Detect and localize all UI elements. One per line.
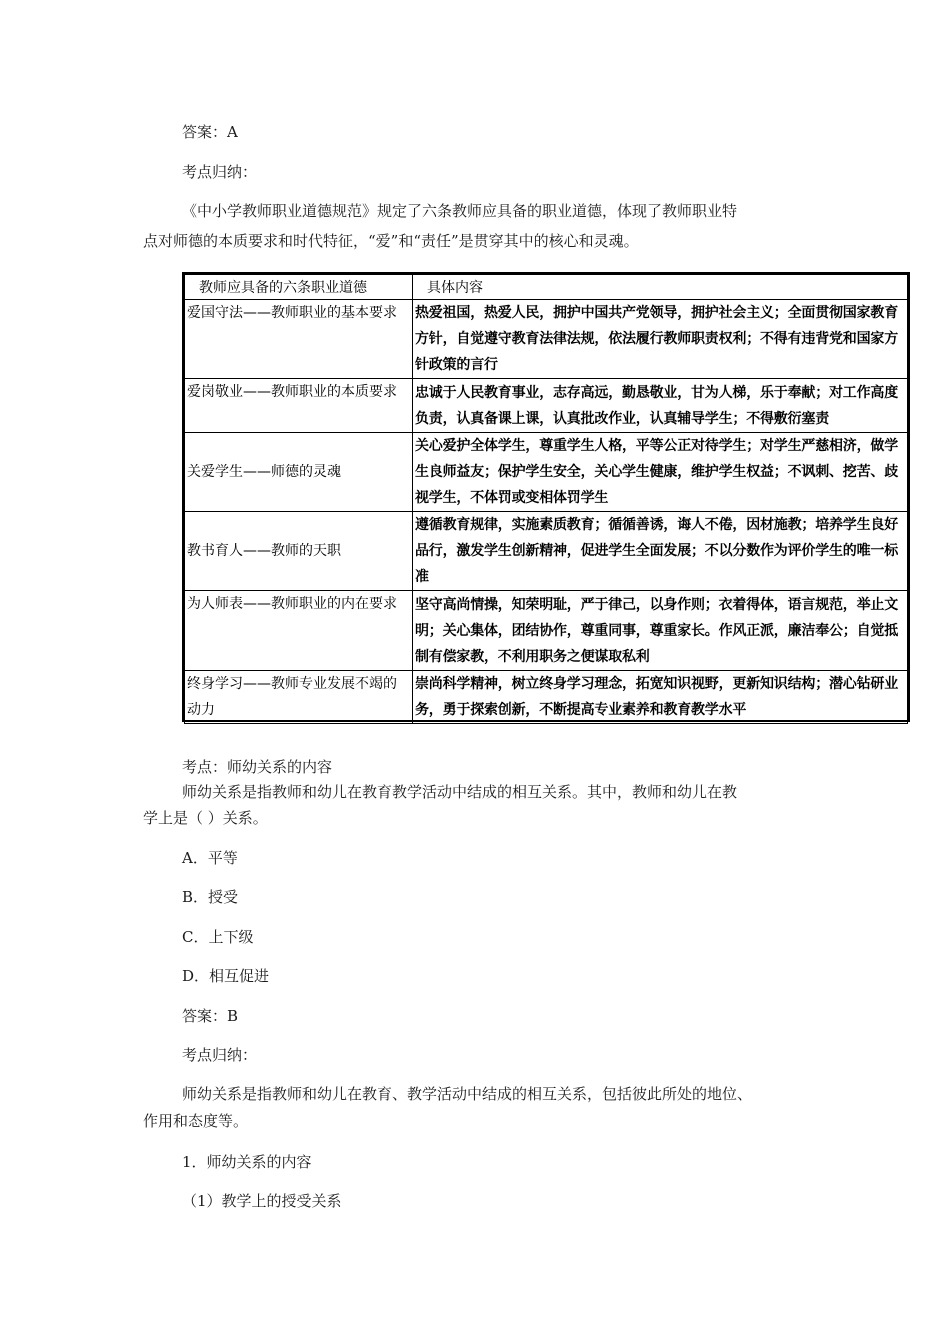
intro-paragraph-line-1: 《中小学教师职业道德规范》规定了六条教师应具备的职业道德，体现了教师职业特: [182, 202, 738, 220]
table-cell-virtue: 教书育人——教师的天职: [185, 512, 413, 591]
summary-heading-2: 考点归纳：: [182, 1046, 258, 1064]
summary-heading-1: 考点归纳：: [182, 163, 258, 181]
intro-paragraph-line-2: 点对师德的本质要求和时代特征，“爱”和“责任”是贯穿其中的核心和灵魂。: [143, 232, 639, 250]
option-a: A．平等: [182, 849, 238, 867]
table-row: [185, 671, 908, 724]
table-header-virtue: 教师应具备的六条职业道德: [185, 275, 413, 300]
list-item-1-1: （1）教学上的授受关系: [182, 1192, 342, 1210]
table-header-content: 具体内容: [413, 275, 908, 300]
table-cell-virtue: 为人师表——教师职业的内在要求: [185, 591, 413, 671]
table-row: [185, 300, 908, 379]
table-cell-content: 坚守高尚情操，知荣明耻，严于律己，以身作则；衣着得体，语言规范，举止文明；关心集体，团结协作，尊重同事，尊重家长。作风正派，廉洁奉公；自觉抵制有偿家教，不利用职务之便谋取私利: [413, 591, 908, 671]
option-b: B．授受: [182, 888, 239, 906]
answer-line-2: 答案：B: [182, 1007, 239, 1025]
table-row: [185, 591, 908, 671]
summary-paragraph-line-1: 师幼关系是指教师和幼儿在教育、教学活动中结成的相互关系，包括彼此所处的地位、: [182, 1085, 753, 1103]
table-row: [185, 379, 908, 433]
table-row: [185, 433, 908, 512]
table-header-row: [185, 275, 908, 300]
table-cell-content: 忠诚于人民教育事业，志存高远，勤恳敬业，甘为人梯，乐于奉献；对工作高度负责，认真备课上课，认真批改作业，认真辅导学生；不得敷衍塞责: [413, 379, 908, 433]
topic-heading-2: 考点：师幼关系的内容: [182, 758, 333, 776]
list-item-1: 1．师幼关系的内容: [182, 1153, 312, 1171]
table-cell-virtue: 爱岗敬业——教师职业的本质要求: [185, 379, 413, 433]
table-cell-content: 崇尚科学精神，树立终身学习理念，拓宽知识视野，更新知识结构；潜心钻研业务，勇于探索创新，不断提高专业素养和教育教学水平: [413, 671, 908, 724]
question-line-2: 学上是（ ）关系。: [143, 809, 268, 827]
table-cell-virtue: 关爱学生——师德的灵魂: [185, 433, 413, 512]
table-cell-content: 关心爱护全体学生，尊重学生人格，平等公正对待学生；对学生严慈相济，做学生良师益友；保护学生安全，关心学生健康，维护学生权益；不讽刺、挖苦、歧视学生，不体罚或变相体罚学生: [413, 433, 908, 512]
answer-line-1: 答案：A: [182, 123, 238, 141]
table-cell-content: 遵循教育规律，实施素质教育；循循善诱，诲人不倦，因材施教；培养学生良好品行，激发学生创新精神，促进学生全面发展；不以分数作为评价学生的唯一标准: [413, 512, 908, 591]
question-line-1: 师幼关系是指教师和幼儿在教育教学活动中结成的相互关系。其中，教师和幼儿在教: [182, 783, 738, 801]
summary-paragraph-line-2: 作用和态度等。: [143, 1112, 249, 1130]
table-cell-virtue: 终身学习——教师专业发展不竭的动力: [185, 671, 413, 724]
option-c: C．上下级: [182, 928, 254, 946]
table-cell-content: 热爱祖国，热爱人民，拥护中国共产党领导，拥护社会主义；全面贯彻国家教育方针，自觉遵守教育法律法规，依法履行教师职责权利；不得有违背党和国家方针政策的言行: [413, 300, 908, 379]
table-row: [185, 512, 908, 591]
virtues-table: [182, 272, 910, 722]
table-cell-virtue: 爱国守法——教师职业的基本要求: [185, 300, 413, 379]
option-d: D．相互促进: [182, 967, 270, 985]
